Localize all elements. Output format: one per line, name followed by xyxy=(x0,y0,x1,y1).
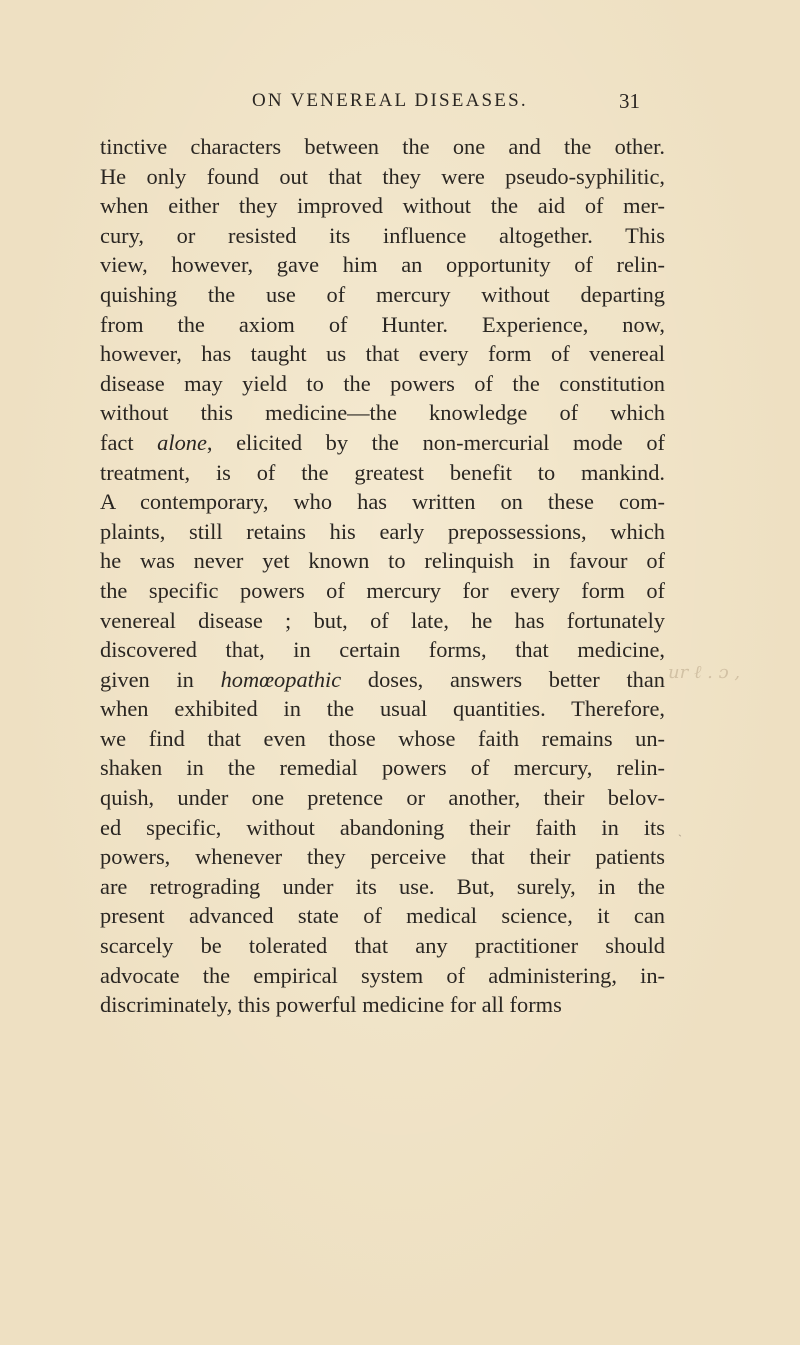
text-line xyxy=(100,665,665,695)
italic-word: alone xyxy=(157,429,207,455)
text-line: treatment, is of the greatest benefit to mankind. xyxy=(100,459,665,485)
text-line: discriminately, this powerful medicine for all forms xyxy=(100,992,562,1018)
text-line: he was never yet known to relinquish in favour of xyxy=(100,548,665,574)
running-head xyxy=(0,86,800,116)
text-line xyxy=(100,428,665,458)
handwritten-annotation: ur ℓ . ɔ , xyxy=(668,662,741,683)
running-title: ON VENEREAL DISEASES. xyxy=(252,90,528,111)
text-line: venereal disease ; but, of late, he has fortunately xyxy=(100,607,665,633)
text-line: powers, whenever they perceive that their patients xyxy=(100,844,665,870)
text-line: when exhibited in the usual quantities. Therefore, xyxy=(100,696,665,722)
text-line: discovered that, in certain forms, that medicine, xyxy=(100,637,665,663)
text-segment: doses, answers better than xyxy=(341,666,666,692)
text-line: cury, or resisted its influence altogether. This xyxy=(100,222,665,248)
text-line: from the axiom of Hunter. Experience, now, xyxy=(100,311,665,337)
text-line: disease may yield to the powers of the constitution xyxy=(100,370,665,396)
italic-word: homœopathic xyxy=(220,666,342,692)
text-segment: , elicited by the non-mercurial mode of xyxy=(206,429,666,455)
body-text xyxy=(100,132,665,1020)
text-line: however, has taught us that every form of venereal xyxy=(100,341,665,367)
text-line: scarcely be tolerated that any practitioner should xyxy=(100,933,665,959)
text-line: A contemporary, who has written on these com- xyxy=(100,489,665,515)
text-line: we find that even those whose faith remains un- xyxy=(100,725,665,751)
text-line: quish, under one pretence or another, their belov- xyxy=(100,785,665,811)
text-segment: given in xyxy=(100,666,221,692)
text-line: the specific powers of mercury for every form of xyxy=(100,577,665,603)
margin-tick-mark: ˎ xyxy=(678,823,682,837)
text-line: advocate the empirical system of administering, in- xyxy=(100,962,665,988)
text-line: ed specific, without abandoning their faith in its xyxy=(100,814,665,840)
text-line: He only found out that they were pseudo-syphilitic, xyxy=(100,163,665,189)
text-line: view, however, gave him an opportunity of relin- xyxy=(100,252,665,278)
text-line: tinctive characters between the one and the other. xyxy=(100,134,665,159)
text-line: when either they improved without the aid of mer- xyxy=(100,193,665,219)
text-segment: fact xyxy=(100,429,158,455)
text-line: present advanced state of medical science, it can xyxy=(100,903,665,929)
text-line: are retrograding under its use. But, surely, in the xyxy=(100,873,665,899)
page-number: 31 xyxy=(619,89,640,113)
text-line: without this medicine—the knowledge of which xyxy=(100,400,665,426)
text-line: plaints, still retains his early prepossessions, which xyxy=(100,518,665,544)
text-line: shaken in the remedial powers of mercury, relin- xyxy=(100,755,665,781)
text-line: quishing the use of mercury without departing xyxy=(100,281,665,307)
